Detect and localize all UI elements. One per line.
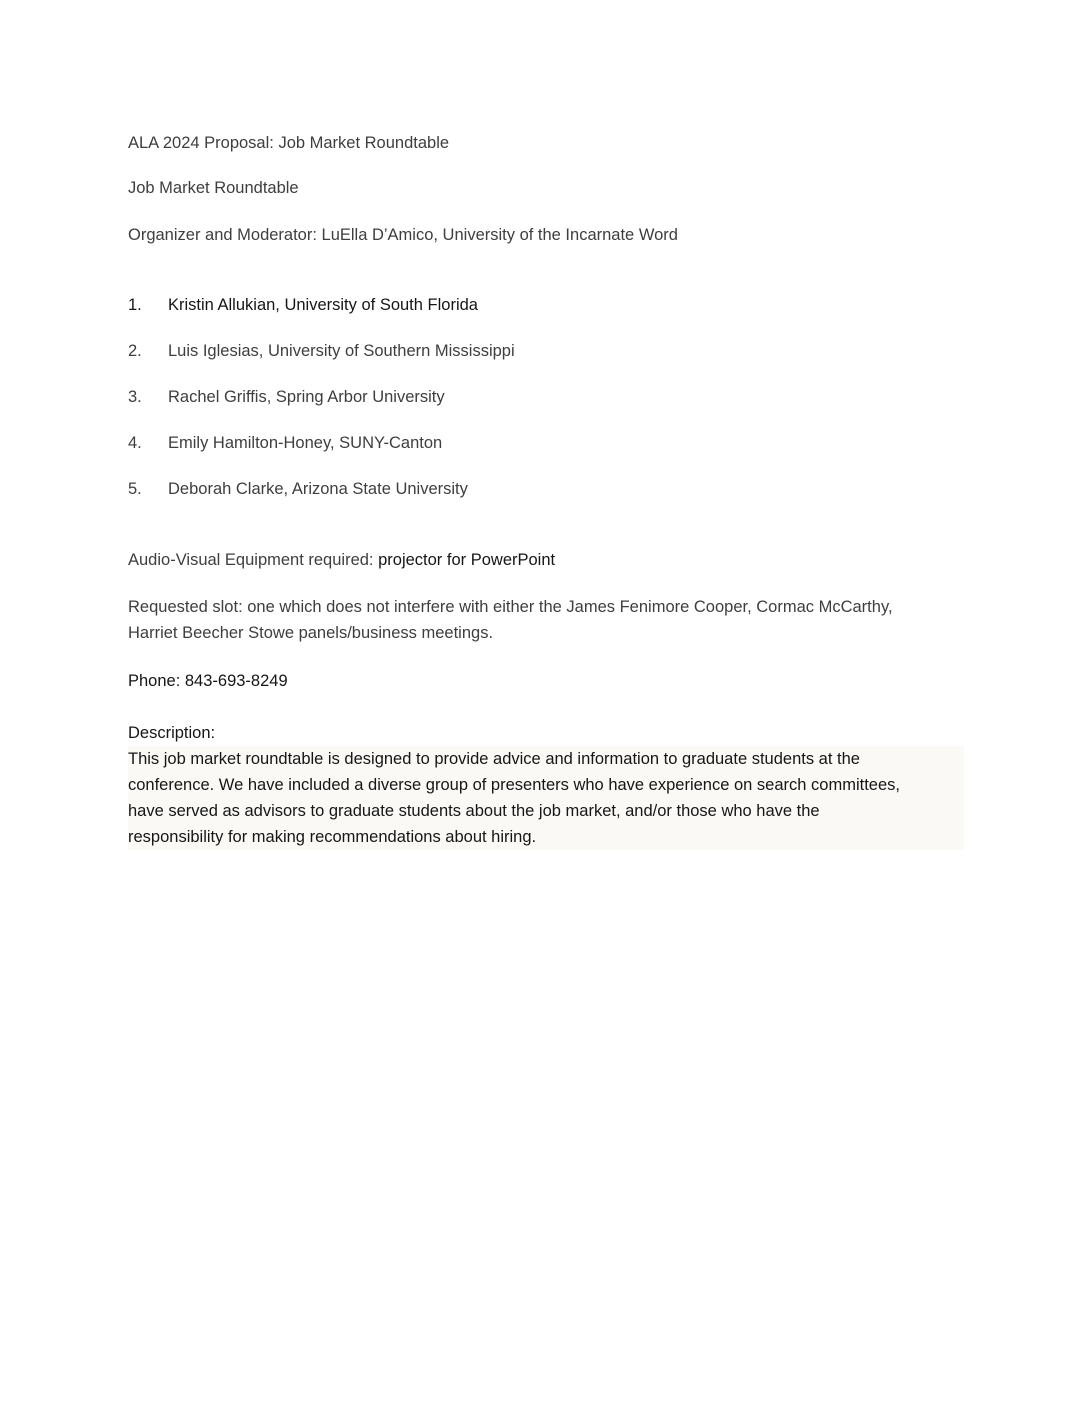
description-paragraph xyxy=(128,746,964,850)
audio-visual-label: Audio-Visual Equipment required: xyxy=(128,551,379,569)
description-line: conference. We have included a diverse group of presenters who have experience on search committees, xyxy=(128,776,900,794)
panelist-name: Deborah Clarke, Arizona State University xyxy=(168,480,468,498)
list-number: 3. xyxy=(128,388,142,406)
panelist-item-2 xyxy=(128,338,1088,364)
requested-slot-line: Harriet Beecher Stowe panels/business meetings. xyxy=(128,624,494,642)
requested-slot-paragraph xyxy=(128,594,1088,646)
description-label: Description: xyxy=(128,724,216,742)
panelist-name: Kristin Allukian, University of South Florida xyxy=(168,296,478,314)
list-number: 5. xyxy=(128,480,142,498)
doc-subtitle: Job Market Roundtable xyxy=(128,179,299,197)
description-line: This job market roundtable is designed to provide advice and information to graduate students at the xyxy=(128,750,860,768)
doc-title: ALA 2024 Proposal: Job Market Roundtable xyxy=(128,134,450,152)
phone-line: Phone: 843-693-8249 xyxy=(128,672,288,690)
audio-visual-line xyxy=(128,547,1088,573)
panelist-name: Rachel Griffis, Spring Arbor University xyxy=(168,388,445,406)
organizer-line: Organizer and Moderator: LuElla D’Amico, University of the Incarnate Word xyxy=(128,226,678,244)
panelist-item-4 xyxy=(128,430,1088,456)
description-line: have served as advisors to graduate students about the job market, and/or those who have the xyxy=(128,802,820,820)
audio-visual-value: projector for PowerPoint xyxy=(378,551,556,569)
list-number: 2. xyxy=(128,342,142,360)
panelist-name: Emily Hamilton-Honey, SUNY-Canton xyxy=(168,434,443,452)
requested-slot-line: Requested slot: one which does not interfere with either the James Fenimore Cooper, Cormac McCarthy, xyxy=(128,598,893,616)
panelist-name: Luis Iglesias, University of Southern Mississippi xyxy=(168,342,515,360)
panelist-item-3 xyxy=(128,384,1088,410)
description-line: responsibility for making recommendations about hiring. xyxy=(128,828,537,846)
list-number: 4. xyxy=(128,434,142,452)
panelist-list xyxy=(128,292,1088,502)
list-number: 1. xyxy=(128,296,142,314)
panelist-item-5 xyxy=(128,476,1088,502)
panelist-item-1 xyxy=(128,292,1088,318)
